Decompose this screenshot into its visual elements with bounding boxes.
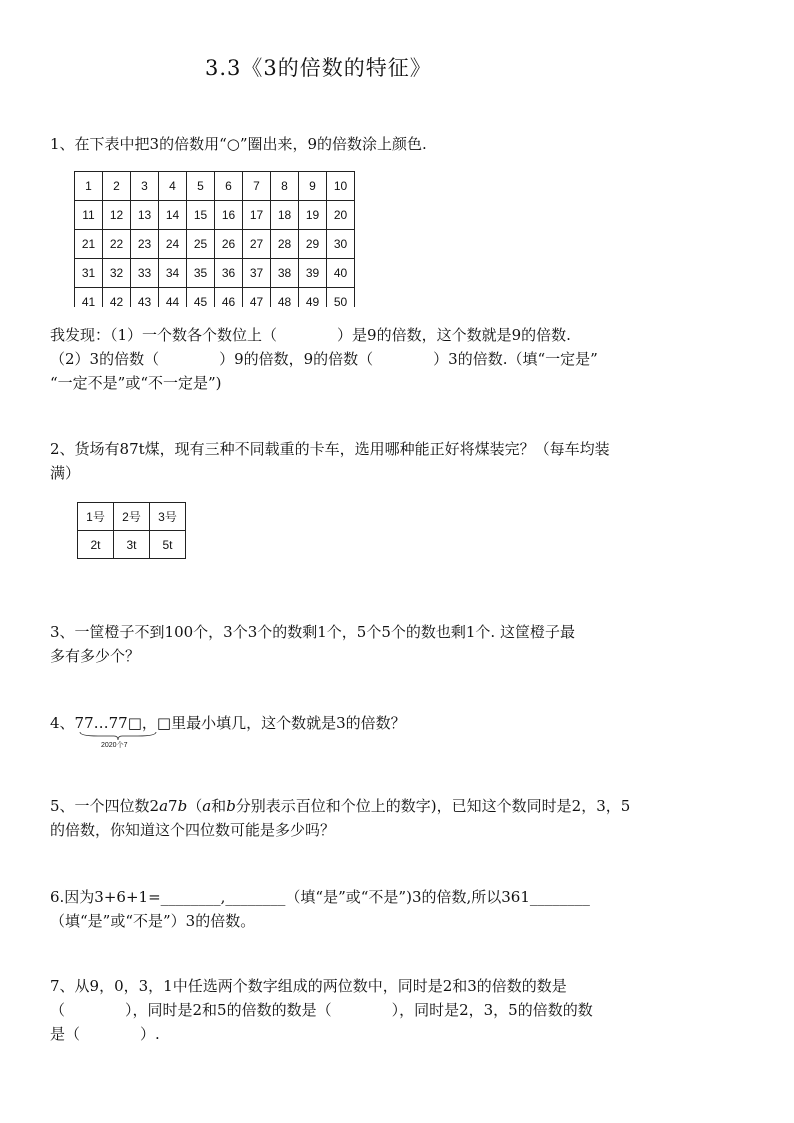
number-grid-container xyxy=(0,0,794,307)
q5-var-b: b xyxy=(177,797,188,815)
grid-row xyxy=(75,230,355,259)
q6-line2: （填“是”或“不是”）3的倍数。 xyxy=(50,912,256,930)
q5-line2: 的倍数，你知道这个四位数可能是多少吗？ xyxy=(50,821,336,839)
truck-load-2: 3t xyxy=(114,531,150,559)
grid-cell: 18 xyxy=(271,201,299,230)
grid-cell: 24 xyxy=(159,230,187,259)
truck-load-1: 2t xyxy=(78,531,114,559)
q4-rest: ，□里最小填几，这个数就是3的倍数？ xyxy=(141,714,406,732)
grid-cell: 2 xyxy=(103,172,131,201)
grid-cell: 34 xyxy=(159,259,187,288)
q7-line3: 是（ ）. xyxy=(50,1025,160,1043)
q5-text-d: 分别表示百位和个位上的数字)，已知这个数同时是2，3，5 xyxy=(235,797,631,815)
grid-cell: 46 xyxy=(215,288,243,308)
grid-cell: 50 xyxy=(327,288,355,308)
grid-cell: 10 xyxy=(327,172,355,201)
grid-cell: 30 xyxy=(327,230,355,259)
grid-row xyxy=(75,288,355,308)
grid-cell: 12 xyxy=(103,201,131,230)
grid-cell: 47 xyxy=(243,288,271,308)
q1-discovery-line3: “一定不是”或“不一定是”) xyxy=(50,374,222,392)
grid-cell: 44 xyxy=(159,288,187,308)
grid-cell: 4 xyxy=(159,172,187,201)
q5-text-a: 5、一个四位数2 xyxy=(50,797,160,815)
grid-cell: 28 xyxy=(271,230,299,259)
grid-cell: 38 xyxy=(271,259,299,288)
grid-cell: 31 xyxy=(75,259,103,288)
q5-var-a2: a xyxy=(202,797,212,815)
grid-cell: 23 xyxy=(131,230,159,259)
q5-digit: 7 xyxy=(168,797,178,815)
grid-cell: 37 xyxy=(243,259,271,288)
grid-cell: 5 xyxy=(187,172,215,201)
grid-row xyxy=(75,201,355,230)
grid-cell: 22 xyxy=(103,230,131,259)
grid-cell: 8 xyxy=(271,172,299,201)
q6-line1: 6.因为3+6+1=________,________（填“是”或“不是”)3的倍数,所以361________ xyxy=(50,888,590,906)
truck-header-1: 1号 xyxy=(78,503,114,531)
q4-prefix: 4、 xyxy=(50,714,75,732)
q4-brace-note: 2020个7 xyxy=(101,742,128,749)
page-title: 3.3《3的倍数的特征》 xyxy=(205,56,432,80)
grid-cell: 26 xyxy=(215,230,243,259)
q5-var-b2: b xyxy=(226,797,236,815)
grid-cell: 3 xyxy=(131,172,159,201)
grid-cell: 20 xyxy=(327,201,355,230)
grid-cell: 9 xyxy=(299,172,327,201)
q2-line2: 满） xyxy=(50,464,81,482)
grid-cell: 39 xyxy=(299,259,327,288)
grid-row xyxy=(75,259,355,288)
grid-cell: 43 xyxy=(131,288,159,308)
q5-text-c: 和 xyxy=(211,797,227,815)
number-grid xyxy=(74,171,355,307)
q5-line1 xyxy=(50,795,630,817)
grid-cell: 19 xyxy=(299,201,327,230)
grid-cell: 29 xyxy=(299,230,327,259)
grid-cell: 40 xyxy=(327,259,355,288)
grid-cell: 15 xyxy=(187,201,215,230)
q5-var-a: a xyxy=(159,797,169,815)
q7-line2: （ ），同时是2和5的倍数的数是（ ），同时是2，3，5的倍数的数 xyxy=(50,1001,593,1019)
q1-prompt: 1、在下表中把3的倍数用“○”圈出来，9的倍数涂上颜色. xyxy=(50,135,427,153)
grid-cell: 45 xyxy=(187,288,215,308)
grid-cell: 48 xyxy=(271,288,299,308)
truck-table xyxy=(77,502,186,559)
grid-cell: 42 xyxy=(103,288,131,308)
q5-text-b: （ xyxy=(187,797,203,815)
truck-load-3: 5t xyxy=(150,531,186,559)
grid-cell: 21 xyxy=(75,230,103,259)
grid-cell: 6 xyxy=(215,172,243,201)
truck-header-3: 3号 xyxy=(150,503,186,531)
grid-row xyxy=(75,172,355,201)
grid-cell: 1 xyxy=(75,172,103,201)
q3-line1: 3、一筐橙子不到100个，3个3个的数剩1个，5个5个的数也剩1个. 这筐橙子最 xyxy=(50,623,575,641)
grid-cell: 33 xyxy=(131,259,159,288)
grid-cell: 35 xyxy=(187,259,215,288)
grid-cell: 13 xyxy=(131,201,159,230)
grid-cell: 32 xyxy=(103,259,131,288)
grid-cell: 49 xyxy=(299,288,327,308)
q1-discovery-line2: （2）3的倍数（ ）9的倍数，9的倍数（ ）3的倍数.（填“一定是” xyxy=(50,350,598,368)
q7-line1: 7、从9，0，3，1中任选两个数字组成的两位数中，同时是2和3的倍数的数是 xyxy=(50,977,567,995)
q1-discovery-line1: 我发现：（1）一个数各个数位上（ ）是9的倍数，这个数就是9的倍数. xyxy=(50,326,571,344)
q2-line1: 2、货场有87t煤，现有三种不同载重的卡车，选用哪种能正好将煤装完？（每车均装 xyxy=(50,440,610,458)
grid-cell: 14 xyxy=(159,201,187,230)
grid-cell: 7 xyxy=(243,172,271,201)
grid-cell: 41 xyxy=(75,288,103,308)
grid-cell: 17 xyxy=(243,201,271,230)
grid-cell: 25 xyxy=(187,230,215,259)
grid-cell: 11 xyxy=(75,201,103,230)
grid-cell: 16 xyxy=(215,201,243,230)
truck-header-2: 2号 xyxy=(114,503,150,531)
q4-number: 77…77□ xyxy=(74,714,142,732)
q3-line2: 多有多少个？ xyxy=(50,647,141,665)
grid-cell: 36 xyxy=(215,259,243,288)
grid-cell: 27 xyxy=(243,230,271,259)
